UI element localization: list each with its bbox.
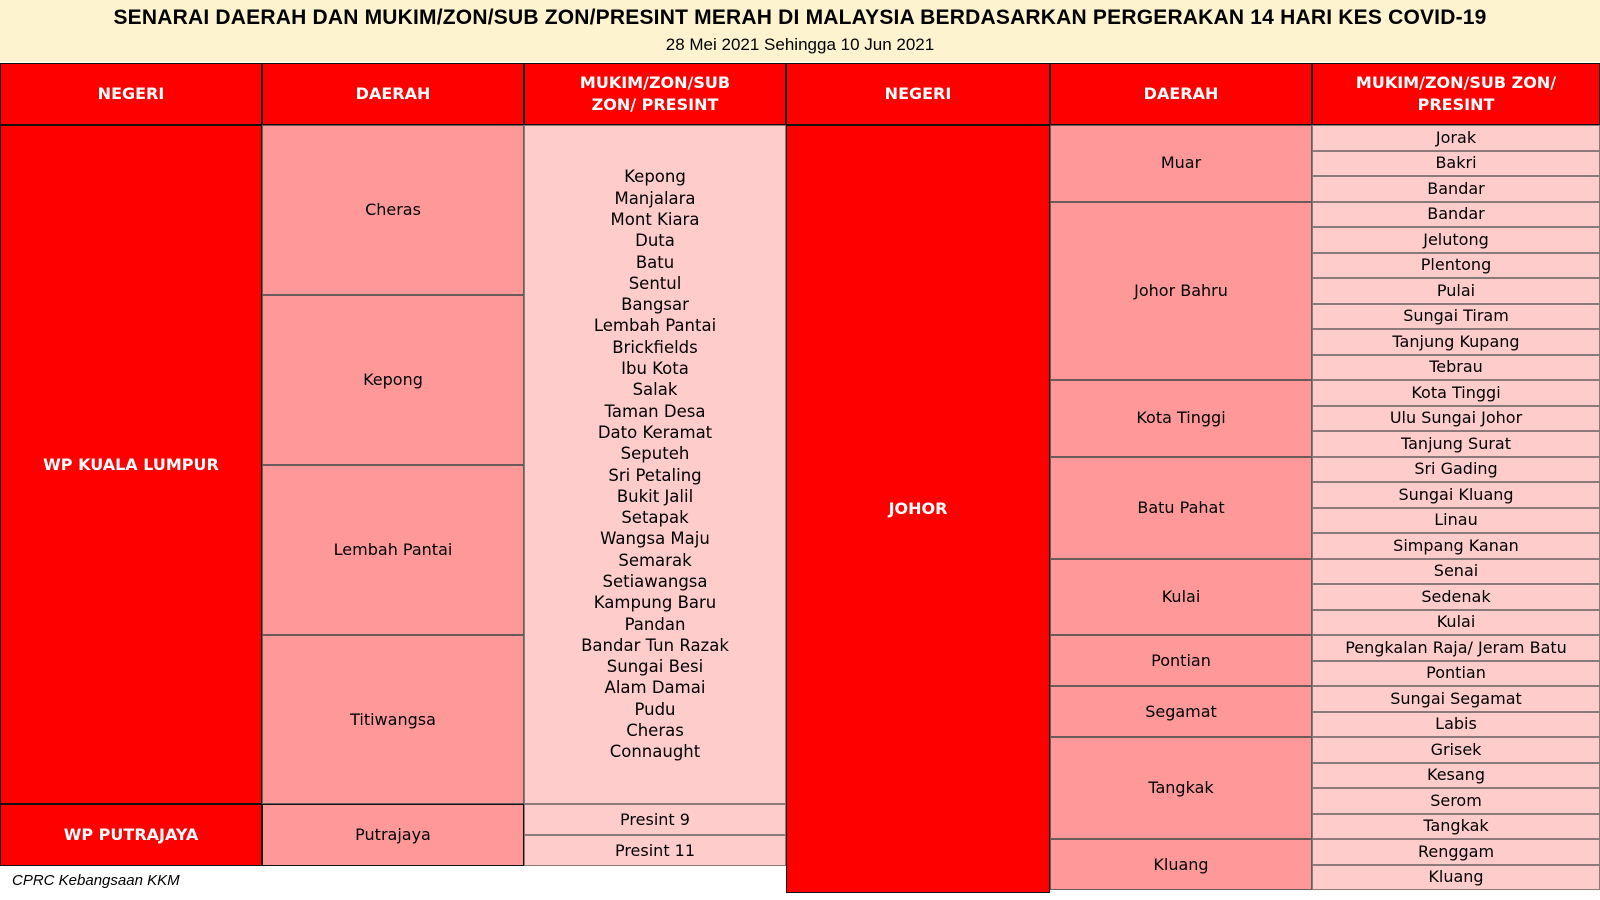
mukim-cell: Bandar: [1312, 176, 1600, 202]
kl-mukim-item: Dato Keramat: [597, 422, 713, 442]
kl-mukim-item: Bandar Tun Razak: [581, 635, 729, 655]
mukim-cell: Tangkak: [1312, 814, 1600, 840]
district-pontian: Pontian: [1050, 635, 1312, 686]
district-cheras: Cheras: [262, 125, 524, 295]
district-titiwangsa: Titiwangsa: [262, 635, 524, 804]
kl-mukim-item: Salak: [632, 380, 678, 400]
kl-mukim-item: Setapak: [621, 508, 689, 528]
district-batu-pahat: Batu Pahat: [1050, 457, 1312, 559]
district-kepong: Kepong: [262, 295, 524, 465]
state-johor: JOHOR: [786, 125, 1050, 893]
mukim-cell: Jelutong: [1312, 227, 1600, 253]
header-negeri-left: NEGERI: [0, 63, 262, 125]
kl-mukim-item: Sungai Besi: [606, 657, 704, 677]
mukim-cell: Bandar: [1312, 202, 1600, 228]
district-kluang: Kluang: [1050, 839, 1312, 890]
mukim-cell: Tebrau: [1312, 355, 1600, 381]
mukim-cell: Simpang Kanan: [1312, 533, 1600, 559]
kl-mukim-item: Ibu Kota: [621, 359, 689, 379]
mukim-cell: Sungai Kluang: [1312, 482, 1600, 508]
kl-mukim-item: Duta: [635, 231, 675, 251]
state-wp-kuala-lumpur: WP KUALA LUMPUR: [0, 125, 262, 804]
kl-mukim-item: Brickfields: [612, 337, 698, 357]
mukim-cell: Sungai Segamat: [1312, 686, 1600, 712]
mukim-cell: Plentong: [1312, 253, 1600, 279]
kl-mukim-item: Setiawangsa: [602, 571, 708, 591]
mukim-cell: Kota Tinggi: [1312, 380, 1600, 406]
mukim-cell: Labis: [1312, 712, 1600, 738]
mukim-cell: Serom: [1312, 788, 1600, 814]
mukim-cell: Kulai: [1312, 610, 1600, 636]
kl-mukim-item: Batu: [635, 252, 675, 272]
kl-mukim-item: Kampung Baru: [593, 593, 717, 613]
header-mukim-left: MUKIM/ZON/SUB ZON/ PRESINT: [524, 63, 786, 125]
date-range: 28 Mei 2021 Sehingga 10 Jun 2021: [665, 35, 935, 54]
kl-mukim-item: Cheras: [626, 721, 684, 741]
kl-mukim-item: Wangsa Maju: [600, 529, 710, 549]
header-mukim-right: MUKIM/ZON/SUB ZON/ PRESINT: [1312, 63, 1600, 125]
mukim-presint-11: Presint 11: [524, 835, 786, 866]
mukim-cell: Tanjung Surat: [1312, 431, 1600, 457]
mukim-cell: Tanjung Kupang: [1312, 329, 1600, 355]
kl-mukim-item: Sri Petaling: [608, 465, 702, 485]
mukim-cell: Sri Gading: [1312, 457, 1600, 483]
mukim-cell: Renggam: [1312, 839, 1600, 865]
mukim-cell: Kluang: [1312, 865, 1600, 891]
mukim-cell: Grisek: [1312, 737, 1600, 763]
kl-mukim-item: Semarak: [618, 550, 692, 570]
kl-mukim-item: Pudu: [634, 699, 676, 719]
mukim-cell: Sungai Tiram: [1312, 304, 1600, 330]
header-negeri-right: NEGERI: [786, 63, 1050, 125]
kl-mukim-item: Sentul: [628, 273, 682, 293]
mukim-presint-9: Presint 9: [524, 804, 786, 835]
district-kulai: Kulai: [1050, 559, 1312, 636]
title-band: [0, 0, 1600, 62]
mukim-cell: Linau: [1312, 508, 1600, 534]
district-kota-tinggi: Kota Tinggi: [1050, 380, 1312, 457]
district-putrajaya: Putrajaya: [262, 804, 524, 866]
district-johor-bahru: Johor Bahru: [1050, 202, 1312, 381]
mukim-cell: Bakri: [1312, 151, 1600, 177]
mukim-cell: Sedenak: [1312, 584, 1600, 610]
mukim-cell: Ulu Sungai Johor: [1312, 406, 1600, 432]
header-daerah-right: DAERAH: [1050, 63, 1312, 125]
kl-mukim-item: Seputeh: [620, 444, 690, 464]
kl-mukim-list: [524, 125, 786, 804]
kl-mukim-item: Connaught: [609, 742, 701, 762]
kl-mukim-item: Alam Damai: [604, 678, 706, 698]
district-tangkak: Tangkak: [1050, 737, 1312, 839]
mukim-cell: Pontian: [1312, 661, 1600, 687]
mukim-cell: Jorak: [1312, 125, 1600, 151]
district-muar: Muar: [1050, 125, 1312, 202]
kl-mukim-item: Kepong: [624, 167, 686, 187]
kl-mukim-item: Pandan: [624, 614, 686, 634]
state-wp-putrajaya: WP PUTRAJAYA: [0, 804, 262, 866]
mukim-cell: Senai: [1312, 559, 1600, 585]
kl-mukim-item: Manjalara: [614, 188, 696, 208]
kl-mukim-item: Lembah Pantai: [593, 316, 717, 336]
kl-mukim-item: Taman Desa: [604, 401, 706, 421]
kl-mukim-item: Bangsar: [621, 295, 689, 315]
district-lembah-pantai: Lembah Pantai: [262, 465, 524, 635]
page-title: SENARAI DAERAH DAN MUKIM/ZON/SUB ZON/PRESINT MERAH DI MALAYSIA BERDASARKAN PERGERAKAN 14 HARI KES COVID-19: [113, 6, 1487, 29]
mukim-cell: Kesang: [1312, 763, 1600, 789]
mukim-cell: Pengkalan Raja/ Jeram Batu: [1312, 635, 1600, 661]
mukim-cell: Pulai: [1312, 278, 1600, 304]
kl-mukim-item: Mont Kiara: [610, 209, 700, 229]
district-segamat: Segamat: [1050, 686, 1312, 737]
header-daerah-left: DAERAH: [262, 63, 524, 125]
footer-source: CPRC Kebangsaan KKM: [12, 872, 180, 889]
kl-mukim-item: Bukit Jalil: [616, 486, 694, 506]
